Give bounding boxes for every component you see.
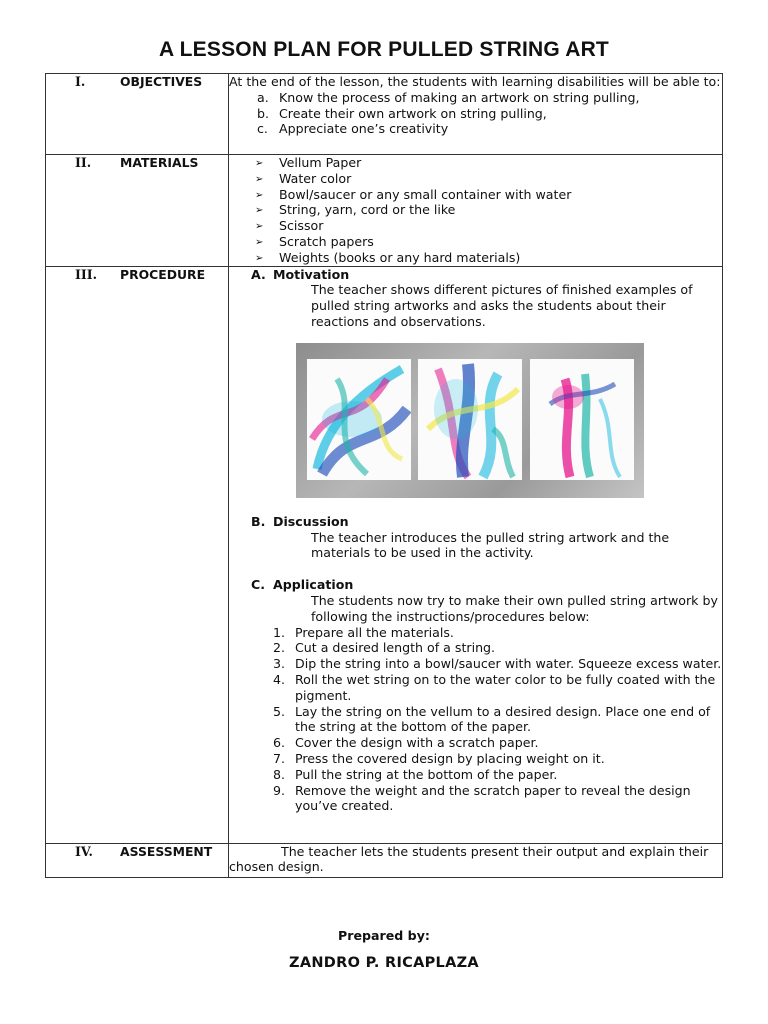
step-item: 6. Cover the design with a scratch paper. <box>273 735 539 751</box>
procedure-content <box>229 266 723 843</box>
material-text: String, yarn, cord or the like <box>279 202 456 218</box>
section-label: OBJECTIVES <box>120 74 203 89</box>
objectives-content <box>229 74 723 155</box>
objectives-row <box>46 74 723 155</box>
objective-text: Create their own artwork on string pulling, <box>279 105 547 121</box>
motivation-text: The teacher shows different pictures of finished examples of pulled string artworks and asks the students about their reactions and observations. <box>311 282 693 329</box>
objective-item <box>257 105 722 122</box>
material-text: Scissor <box>279 218 324 234</box>
procedure-row <box>46 266 723 843</box>
material-text: Vellum Paper <box>279 155 362 170</box>
section-number: IV. <box>75 843 93 859</box>
assessment-row <box>46 843 723 877</box>
procedure-label-cell <box>46 266 229 843</box>
objective-text: Know the process of making an artwork on string pulling, <box>279 89 640 105</box>
list-marker: a. <box>257 89 269 105</box>
arrow-bullet-icon: ➢ <box>255 158 264 169</box>
list-marker: c. <box>257 121 268 137</box>
objectives-list <box>229 90 722 137</box>
discussion-heading: B. Discussion <box>251 513 349 529</box>
arrow-bullet-icon: ➢ <box>255 189 264 201</box>
material-item <box>255 218 722 234</box>
motivation-heading: A. Motivation <box>251 266 350 282</box>
step-item: 3. Dip the string into a bowl/saucer with water. Squeeze excess water. <box>273 656 722 672</box>
string-art-examples-photo <box>296 343 644 498</box>
application-steps <box>229 625 722 815</box>
artwork-panel-1 <box>307 359 411 480</box>
step-item: 7. Press the covered design by placing weight on it. <box>273 750 605 766</box>
arrow-bullet-icon: ➢ <box>255 236 264 248</box>
arrow-bullet-icon: ➢ <box>255 173 264 185</box>
assessment-text: The teacher lets the students present their output and explain their chosen design. <box>229 843 709 875</box>
material-item <box>255 155 722 171</box>
document-title: A LESSON PLAN FOR PULLED STRING ART <box>159 38 609 61</box>
material-item <box>255 170 722 187</box>
application-heading: C. Application <box>251 577 354 593</box>
step-item: 4. Roll the wet string on to the water color to be fully coated with the pigment. <box>273 671 716 703</box>
lesson-plan-table <box>45 73 723 878</box>
material-text: Weights (books or any hard materials) <box>279 249 521 265</box>
arrow-bullet-icon: ➢ <box>255 221 264 233</box>
objectives-label-cell <box>46 74 229 155</box>
material-text: Scratch papers <box>279 233 374 249</box>
section-number: I. <box>75 74 86 89</box>
artwork-panel-2 <box>418 359 522 480</box>
application-text: The students now try to make their own pulled string artwork by following the instructions/procedures below: <box>311 592 718 624</box>
section-number: III. <box>75 266 98 282</box>
material-item <box>255 249 722 266</box>
section-label: PROCEDURE <box>120 266 206 282</box>
list-marker: b. <box>257 105 269 121</box>
material-item <box>255 186 722 203</box>
objective-item <box>257 121 722 137</box>
step-item: 2. Cut a desired length of a string. <box>273 640 496 656</box>
assessment-content <box>229 843 723 877</box>
step-item: 1. Prepare all the materials. <box>273 624 454 640</box>
section-label: ASSESSMENT <box>120 843 213 859</box>
materials-label-cell <box>46 155 229 267</box>
objective-item <box>257 89 722 106</box>
arrow-bullet-icon: ➢ <box>255 205 264 217</box>
materials-content <box>229 155 723 267</box>
step-item: 9. Remove the weight and the scratch paper to reveal the design you’ve created. <box>273 782 691 814</box>
objectives-intro: At the end of the lesson, the students with learning disabilities will be able to: <box>229 74 721 89</box>
materials-row <box>46 155 723 267</box>
step-item: 5. Lay the string on the vellum to a desired design. Place one end of the string at the bottom of the paper. <box>273 703 711 735</box>
arrow-bullet-icon: ➢ <box>255 252 264 264</box>
materials-list <box>229 155 722 266</box>
step-item: 8. Pull the string at the bottom of the paper. <box>273 766 558 782</box>
prepared-by-label: Prepared by: <box>338 928 430 943</box>
material-item <box>255 233 722 250</box>
material-item <box>255 202 722 218</box>
discussion-text: The teacher introduces the pulled string artwork and the materials to be used in the activity. <box>311 529 670 561</box>
artwork-panel-3 <box>530 359 634 480</box>
author-name: ZANDRO P. RICAPLAZA <box>289 955 479 971</box>
assessment-label-cell <box>46 843 229 877</box>
section-number: II. <box>75 155 92 170</box>
objective-text: Appreciate one’s creativity <box>279 121 449 137</box>
section-label: MATERIALS <box>120 155 199 170</box>
material-text: Water color <box>279 170 352 186</box>
material-text: Bowl/saucer or any small container with water <box>279 186 572 202</box>
